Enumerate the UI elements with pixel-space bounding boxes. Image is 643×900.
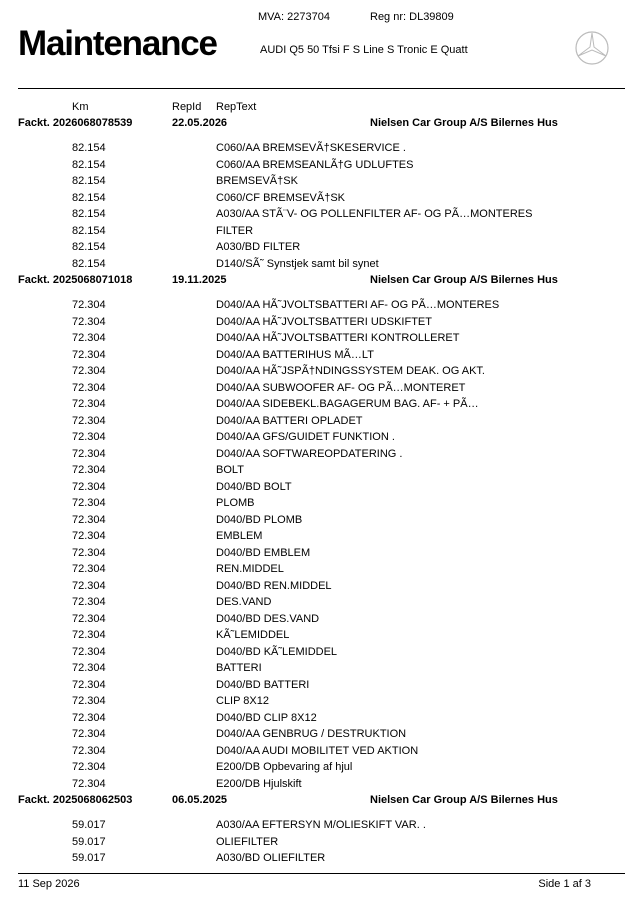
km-value: 72.304: [72, 612, 106, 625]
km-value: 72.304: [72, 348, 106, 361]
km-value: 82.154: [72, 158, 106, 171]
km-value: 72.304: [72, 629, 106, 641]
table-row: [0, 140, 643, 157]
rep-text: D040/BD REN.MIDDEL: [216, 579, 332, 592]
table-row: [0, 297, 643, 314]
table-row: [0, 396, 643, 413]
table-row: [0, 157, 643, 174]
table-row: [0, 710, 643, 727]
table-row: [0, 363, 643, 380]
column-header-km: Km: [72, 101, 89, 113]
km-value: 72.304: [72, 315, 106, 328]
table-row: [0, 611, 643, 628]
dealer-name: Nielsen Car Group A/S Bilernes Hus: [370, 274, 558, 286]
rep-text: D040/BD DES.VAND: [216, 612, 320, 625]
rep-text: D040/BD CLIP 8X12: [216, 711, 317, 724]
rep-text: D040/AA GENBRUG / DESTRUKTION: [216, 728, 407, 740]
dealer-name: Nielsen Car Group A/S Bilernes Hus: [370, 794, 558, 806]
rep-text: PLOMB: [216, 497, 255, 509]
rep-text: DES.VAND: [216, 596, 272, 608]
table-row: [0, 380, 643, 397]
km-value: 72.304: [72, 695, 106, 707]
km-value: 82.154: [72, 257, 106, 270]
km-value: 82.154: [72, 208, 106, 220]
km-value: 72.304: [72, 530, 106, 542]
rep-text: D040/AA SIDEBEKL.BAGAGERUM BAG. AF- + PÃ…: [216, 398, 479, 410]
rep-text: D040/BD KÃ˜LEMIDDEL: [216, 645, 338, 658]
table-row: [0, 429, 643, 446]
km-value: 72.304: [72, 678, 106, 691]
rep-text: D040/AA HÃ˜JVOLTSBATTERI KONTROLLERET: [216, 332, 460, 344]
rep-text: BATTERI: [216, 662, 262, 674]
table-row: [0, 495, 643, 512]
table-row: [0, 314, 643, 331]
km-value: 72.304: [72, 365, 106, 377]
rep-text: D040/BD EMBLEM: [216, 546, 311, 559]
column-header-repid: RepId: [172, 101, 202, 113]
rep-text: EMBLEM: [216, 530, 263, 542]
table-row: [0, 726, 643, 743]
table-row: [0, 561, 643, 578]
table-row: [0, 223, 643, 240]
reg-number: Reg nr: DL39809: [370, 11, 454, 23]
km-value: 72.304: [72, 447, 106, 460]
table-row: [0, 446, 643, 463]
table-row: [0, 627, 643, 644]
footer-date: 11 Sep 2026: [18, 878, 80, 890]
km-value: 72.304: [72, 579, 106, 592]
rep-text: BREMSEVÃ†SK: [216, 175, 298, 187]
km-value: 72.304: [72, 464, 106, 476]
rep-text: A030/AA STÃ¨V- OG POLLENFILTER AF- OG PÃ…MONTERES: [216, 208, 533, 220]
rep-text: CLIP 8X12: [216, 695, 270, 707]
table-row: [0, 759, 643, 776]
table-row: [0, 173, 643, 190]
invoice-header: [0, 792, 643, 809]
table-row: [0, 693, 643, 710]
km-value: 82.154: [72, 191, 106, 204]
km-value: 72.304: [72, 513, 106, 526]
table-row: [0, 347, 643, 364]
rep-text: C060/CF BREMSEVÃ†SK: [216, 191, 345, 204]
rep-text: FILTER: [216, 224, 254, 237]
rep-text: D040/AA SOFTWAREOPDATERING .: [216, 447, 403, 460]
table-row: [0, 256, 643, 273]
rep-text: D040/AA AUDI MOBILITET VED AKTION: [216, 744, 419, 757]
header-rule: [18, 88, 625, 89]
table-row: [0, 239, 643, 256]
table-row: [0, 545, 643, 562]
rep-text: D040/AA SUBWOOFER AF- OG PÃ…MONTERET: [216, 381, 466, 394]
table-row: [0, 660, 643, 677]
table-row: [0, 479, 643, 496]
table-row: [0, 817, 643, 834]
rep-text: E200/DB Hjulskift: [216, 777, 302, 790]
rep-text: A030/BD FILTER: [216, 241, 301, 253]
table-row: [0, 578, 643, 595]
km-value: 72.304: [72, 711, 106, 724]
km-value: 72.304: [72, 645, 106, 658]
invoice-number: Fackt. 2025068071018: [18, 274, 133, 286]
km-value: 72.304: [72, 596, 106, 608]
table-row: [0, 834, 643, 851]
rep-text: D140/SÃ˜ Synstjek samt bil synet: [216, 257, 379, 270]
rep-text: KÃ˜LEMIDDEL: [216, 629, 290, 641]
km-value: 59.017: [72, 852, 106, 864]
table-row: [0, 190, 643, 207]
rep-text: D040/BD PLOMB: [216, 513, 303, 526]
rep-text: D040/BD BATTERI: [216, 678, 310, 691]
km-value: 72.304: [72, 777, 106, 790]
invoice-number: Fackt. 2025068062503: [18, 794, 133, 806]
table-row: [0, 743, 643, 760]
rep-text: D040/AA BATTERI OPLADET: [216, 414, 363, 427]
km-value: 72.304: [72, 398, 106, 410]
km-value: 82.154: [72, 142, 106, 154]
brand-logo-icon: [574, 30, 610, 66]
km-value: 72.304: [72, 332, 106, 344]
table-row: [0, 594, 643, 611]
invoice-number: Fackt. 2026068078539: [18, 117, 133, 129]
table-row: [0, 512, 643, 529]
km-value: 72.304: [72, 546, 106, 559]
rep-text: C060/AA BREMSEANLÃ†G UDLUFTES: [216, 158, 414, 171]
table-row: [0, 644, 643, 661]
rep-text: BOLT: [216, 464, 244, 476]
rep-text: D040/AA GFS/GUIDET FUNKTION .: [216, 431, 395, 443]
table-row: [0, 850, 643, 867]
rep-text: A030/AA EFTERSYN M/OLIESKIFT VAR. .: [216, 819, 426, 831]
rep-text: A030/BD OLIEFILTER: [216, 852, 326, 864]
km-value: 72.304: [72, 299, 106, 311]
invoice-header: [0, 272, 643, 289]
km-value: 72.304: [72, 728, 106, 740]
vehicle-model: AUDI Q5 50 Tfsi F S Line S Tronic E Quatt: [260, 44, 468, 56]
rep-text: D040/AA BATTERIHUS MÃ…LT: [216, 348, 374, 361]
rep-text: D040/AA HÃ˜JVOLTSBATTERI AF- OG PÃ…MONTERES: [216, 299, 500, 311]
table-row: [0, 776, 643, 793]
km-value: 72.304: [72, 761, 106, 773]
km-value: 59.017: [72, 819, 106, 831]
invoice-date: 06.05.2025: [172, 794, 228, 806]
rep-text: C060/AA BREMSEVÃ†SKESERVICE .: [216, 142, 406, 154]
rep-text: D040/AA HÃ˜JSPÃ†NDINGSSYSTEM DEAK. OG AKT.: [216, 365, 485, 377]
invoice-date: 19.11.2025: [172, 274, 227, 286]
table-row: [0, 528, 643, 545]
km-value: 72.304: [72, 431, 106, 443]
km-value: 72.304: [72, 414, 106, 427]
km-value: 72.304: [72, 662, 106, 674]
mva-number: MVA: 2273704: [258, 11, 330, 23]
km-value: 82.154: [72, 241, 106, 253]
rep-text: REN.MIDDEL: [216, 563, 284, 575]
table-row: [0, 677, 643, 694]
km-value: 82.154: [72, 224, 106, 237]
invoice-date: 22.05.2026: [172, 117, 228, 129]
rep-text: D040/BD BOLT: [216, 480, 292, 493]
km-value: 72.304: [72, 744, 106, 757]
km-value: 59.017: [72, 835, 106, 848]
km-value: 72.304: [72, 497, 106, 509]
km-value: 82.154: [72, 175, 106, 187]
table-row: [0, 413, 643, 430]
dealer-name: Nielsen Car Group A/S Bilernes Hus: [370, 117, 558, 129]
table-row: [0, 206, 643, 223]
page-title: Maintenance: [18, 24, 217, 63]
km-value: 72.304: [72, 563, 106, 575]
rep-text: D040/AA HÃ˜JVOLTSBATTERI UDSKIFTET: [216, 315, 432, 328]
rep-text: E200/DB Opbevaring af hjul: [216, 761, 353, 773]
footer-rule: [18, 873, 625, 874]
table-row: [0, 330, 643, 347]
table-row: [0, 462, 643, 479]
page-number: Side 1 af 3: [538, 878, 591, 890]
rep-text: OLIEFILTER: [216, 835, 279, 848]
km-value: 72.304: [72, 381, 106, 394]
km-value: 72.304: [72, 480, 106, 493]
column-header-reptext: RepText: [216, 101, 257, 113]
invoice-header: [0, 115, 643, 132]
